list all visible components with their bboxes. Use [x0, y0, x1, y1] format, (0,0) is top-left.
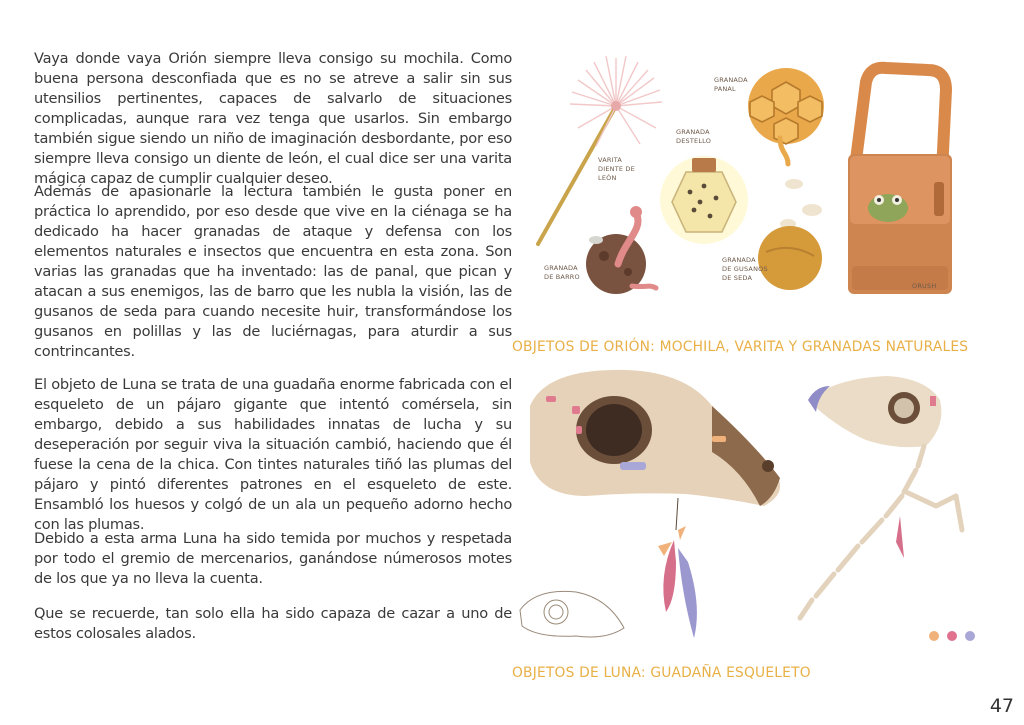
luna-paragraph-3: Que se recuerde, tan solo ella ha sido capaza de cazar a uno de estos colosales alados. [34, 605, 512, 642]
label-varita-1: VARITA [598, 156, 623, 164]
label-seda-3: DE SEDA [722, 274, 753, 282]
label-panal-2: PANAL [714, 85, 736, 93]
bird-skull-drawing [530, 370, 780, 506]
mud-grenade-drawing [586, 206, 656, 294]
label-destello-2: DESTELLO [676, 137, 712, 145]
label-seda-2: DE GUSANOS [722, 265, 768, 273]
label-seda-1: GRANADA [722, 256, 756, 264]
page-number: 47 [989, 695, 1014, 717]
label-barro-1: GRANADA [544, 264, 578, 272]
luna-scythe-illustration [516, 366, 986, 650]
dandelion-wand-drawing [538, 56, 662, 244]
orion-paragraph-2: Además de apasionarle la lectura también le gusta poner en práctica lo aprendido, por eso desde que vive en la ciénaga se ha dedicado ha hacer granadas de ataque y defensa con los elementos naturales e insectos que encuentra en esta zona. Son varias las granadas que ha inventado: las de panal, que pican y atacan a sus enemigos, las de barro que les nubla la visión, las de gusanos de seda para cuando necesite huir, transformándose los gusanos en polillas y las de luciérnagas, para aturdir a sus contrincantes. [34, 183, 512, 360]
luna-paragraph-1: El objeto de Luna se trata de una guadaña enorme fabricada con el esqueleto de un pájaro gigante que intentó comérsela, sin embargo, debido a sus habilidades innatas de lucha y su deseperación por seguir viva la situación cambió, haciendo que él fuese la cena de la chica. Con tintes naturales tiñó las plumas del pájaro y pintó diferentes patrones en el esqueleto de este. Ensambló los huesos y colgó de un ala un pequeño adorno hecho con las plumas. [34, 376, 512, 533]
honeycomb-grenade-drawing [748, 68, 824, 164]
orion-paragraph-1: Vaya donde vaya Orión siempre lleva consigo su mochila. Como buena persona desconfiada que es no se atreve a salir sin sus utensilios pertinentes, capaces de salvarlo de situaciones complicadas, aunque rara vez tenga que usarlos. Sin embargo también sigue siendo un niño de imaginación desbordante, por eso siempre lleva consigo un diente de león, el cual dice ser una varita mágica capaz de cumplir cualquier deseo. [34, 50, 512, 187]
backpack-drawing [848, 68, 952, 294]
signature: ORUSH [912, 282, 937, 290]
orion-caption: OBJETOS DE ORIÓN: MOCHILA, VARITA Y GRANADAS NATURALES [512, 339, 969, 355]
silkworm-grenade-drawing [758, 179, 822, 290]
label-panal-1: GRANADA [714, 76, 748, 84]
label-destello-1: GRANADA [676, 128, 710, 136]
palette-dot-lilac [965, 631, 975, 641]
label-varita-2: DIENTE DE [598, 165, 635, 173]
label-barro-2: DE BARRO [544, 273, 580, 281]
orion-objects-illustration [526, 52, 986, 302]
palette-dot-orange [929, 631, 939, 641]
luna-caption: OBJETOS DE LUNA: GUADAÑA ESQUELETO [512, 665, 811, 681]
feather-ornament-drawing [658, 498, 697, 638]
small-skull-sketch [520, 591, 624, 637]
skeleton-scythe-drawing [800, 376, 962, 618]
palette-dot-pink [947, 631, 957, 641]
firefly-jar-drawing [660, 156, 748, 244]
label-varita-3: LEÓN [598, 174, 617, 182]
luna-paragraph-2: Debido a esta arma Luna ha sido temida por muchos y respetada por todo el gremio de mercenarios, ganándose númerosos motes de los que ya no lleva la cuenta. [34, 530, 512, 587]
